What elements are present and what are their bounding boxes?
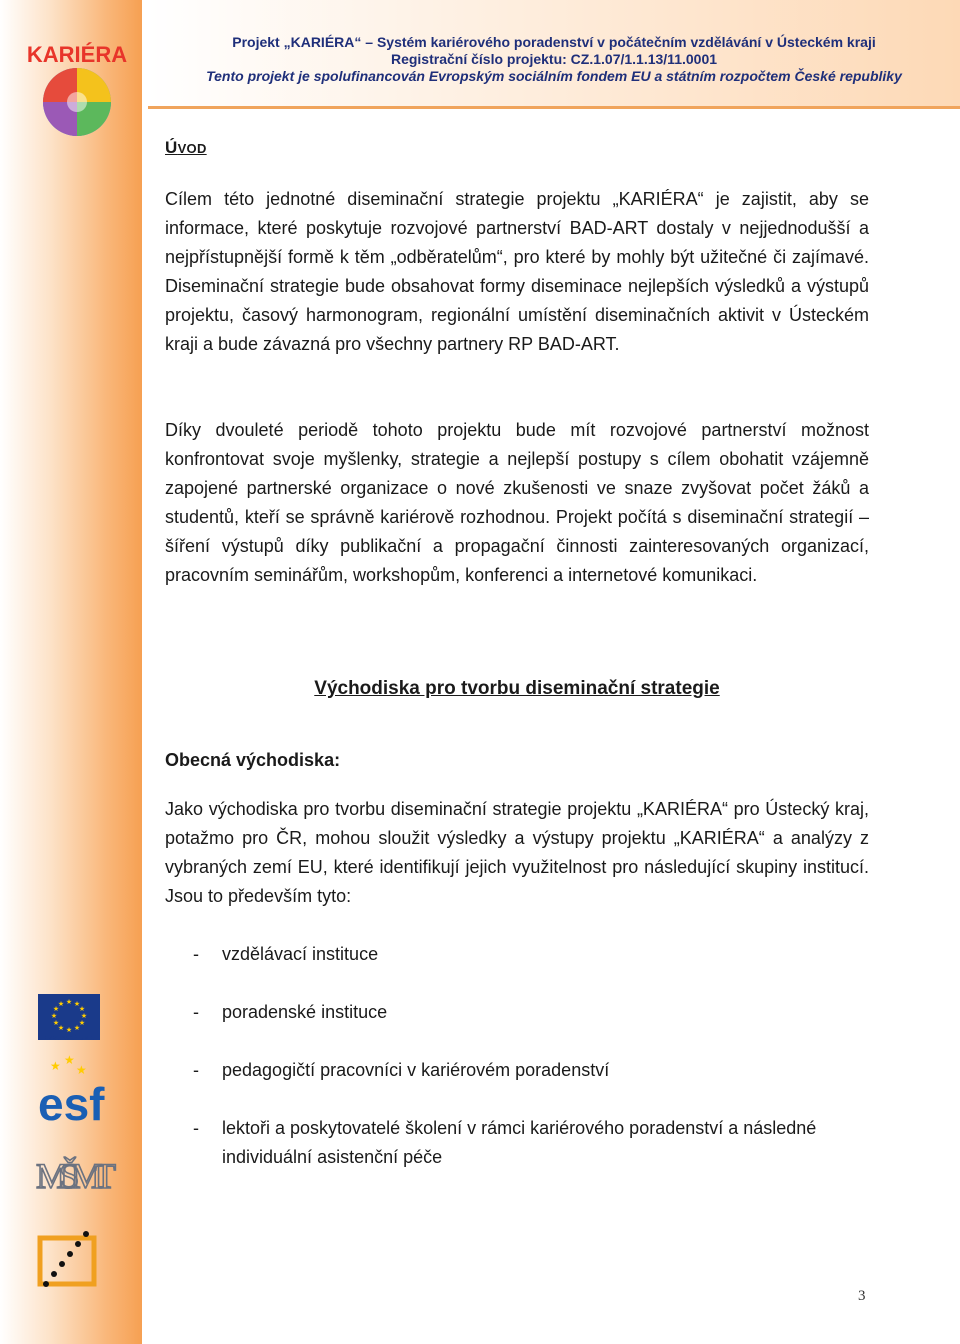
esf-text: esf xyxy=(38,1078,105,1126)
period-paragraph: Díky dvouleté periodě tohoto projektu bude mít rozvojové partnerství možnost konfrontovat svoje myšlenky, strategie a nejlepší postupy s cílem obohatit vzájemně zapojené partnerské organizace o nové zkušenosti ve snaze zvyšovat počet žáků a studentů, kteří se správně kariérově rozhodnou. Projekt počítá s diseminační strategií – šíření výstupů díky publikační a propagační činnosti zainteresovaných organizací, pracovním seminářům, workshopům, konferenci a internetové komunikaci. xyxy=(165,420,869,585)
header-registration-number: Registrační číslo projektu: CZ.1.07/1.1.13/11.0001 xyxy=(390,51,718,67)
svg-text:★: ★ xyxy=(73,1000,81,1008)
msmt-text: MŠMT xyxy=(36,1156,116,1196)
list-item-text: pedagogičtí pracovníci v kariérovém poradenství xyxy=(222,1060,610,1080)
msmt-logo xyxy=(34,1146,118,1206)
svg-text:★: ★ xyxy=(78,1005,86,1013)
svg-text:★: ★ xyxy=(65,998,73,1006)
svg-text:★: ★ xyxy=(64,1053,75,1067)
list-item-text: vzdělávací instituce xyxy=(222,944,379,964)
intro-paragraph: Cílem této jednotné diseminační strategie projektu „KARIÉRA“ je zajistit, aby se informace, které poskytuje rozvojové partnerství BAD-ART dostaly v nejjednodušší a nejpřístupnější formě k těm „odběratelům“, pro které by mohly být užitečné či zajímavé. Diseminační strategie bude obsahovat formy diseminace nejlepších výsledků a výstupů projektu, časový harmonogram, regionální umístění diseminačních aktivit v Ústeckém kraji a bude závazná pro všechny partnery RP BAD-ART. xyxy=(165,189,869,354)
list-dash: - xyxy=(193,1002,199,1022)
list-item-text: lektoři a poskytovatelé školení v rámci kariérového poradenství a následné individuální asistenční péče xyxy=(222,1118,817,1167)
list-item-text: poradenské instituce xyxy=(222,1002,388,1022)
vychodiska-paragraph: Jako východiska pro tvorbu diseminační strategie projektu „KARIÉRA“ pro Ústecký kraj, potažmo pro ČR, mohou sloužit výsledky a výstupy projektu „KARIÉRA“ a analýzy z vybraných zemí EU, které identifikují jejich využitelnost pro následující skupiny institucí. Jsou to především tyto: xyxy=(165,799,869,906)
page-header xyxy=(148,0,960,109)
svg-text:★: ★ xyxy=(52,1019,60,1027)
section-title: Východiska pro tvorbu diseminační strategie xyxy=(314,678,720,699)
list-dash: - xyxy=(193,1060,199,1080)
svg-text:★: ★ xyxy=(65,1026,73,1034)
svg-text:★: ★ xyxy=(57,1024,65,1032)
svg-text:★: ★ xyxy=(50,1059,61,1073)
eu-flag-icon xyxy=(38,992,100,1042)
svg-text:★: ★ xyxy=(57,1000,65,1008)
svg-text:★: ★ xyxy=(78,1019,86,1027)
svg-text:★: ★ xyxy=(50,1012,58,1020)
svg-text:★: ★ xyxy=(52,1005,60,1013)
heading-uvod-first: Ú xyxy=(165,138,178,157)
header-project-title: Projekt „KARIÉRA“ – Systém kariérového poradenství v počátečním vzdělávání v Ústeckém kraji xyxy=(232,34,876,50)
list-dash: - xyxy=(193,1118,199,1138)
op-vk-logo xyxy=(36,1226,110,1294)
esf-logo xyxy=(36,1050,120,1126)
svg-text:★: ★ xyxy=(76,1063,87,1077)
eu-caption: EVROPSKÁ UNIE xyxy=(44,1036,94,1042)
svg-text:★: ★ xyxy=(73,1024,81,1032)
left-orange-bar xyxy=(0,0,142,1344)
subtitle-obecna-vychodiska: Obecná východiska: xyxy=(165,750,341,770)
heading-uvod xyxy=(165,138,207,158)
kariera-logo xyxy=(22,32,132,142)
svg-text:★: ★ xyxy=(80,1012,88,1020)
list-dash: - xyxy=(193,944,199,964)
header-funding-note: Tento projekt je spolufinancován Evropským sociálním fondem EU a státním rozpočtem České republiky xyxy=(206,68,902,84)
heading-uvod-rest: VOD xyxy=(177,141,207,156)
page-number: 3 xyxy=(858,1288,866,1304)
logo-text: KARIÉRA xyxy=(26,42,128,67)
